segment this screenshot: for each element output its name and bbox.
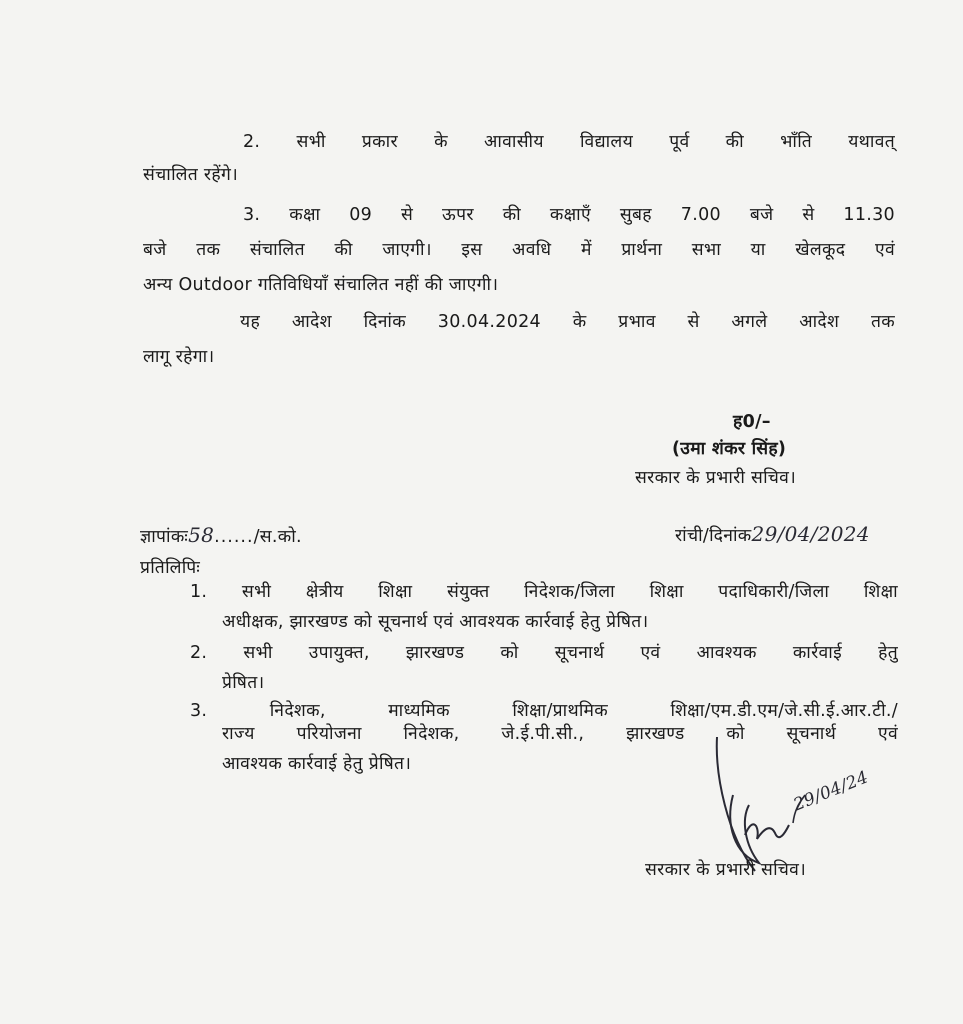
memo-date-label: रांची/दिनांक xyxy=(675,526,752,546)
memo-number-dots: ...... xyxy=(214,527,254,547)
memo-number-suffix: /स.को. xyxy=(253,527,302,547)
signatory-designation: सरकार के प्रभारी सचिव। xyxy=(635,468,797,488)
effect-line2: लागू रहेगा। xyxy=(143,347,215,367)
copy-item3-line2: राज्य परियोजना निदेशक, जे.ई.पी.सी., झारखण्ड को सूचनार्थ एवं xyxy=(222,724,898,744)
signatory-name: (उमा शंकर सिंह) xyxy=(672,439,787,459)
para3-line1: 3. कक्षा 09 से ऊपर की कक्षाएँ सुबह 7.00 बजे से 11.30 xyxy=(243,205,895,225)
copy-to-heading: प्रतिलिपिः xyxy=(140,558,201,578)
para3-line2: बजे तक संचालित की जाएगी। इस अवधि में प्रार्थना सभा या खेलकूद एवं xyxy=(143,240,895,260)
copy-item2-line1: 2. सभी उपायुक्त, झारखण्ड को सूचनार्थ एवं आवश्यक कार्रवाई हेतु xyxy=(190,643,898,663)
signature-date: 29/04/24 xyxy=(790,767,872,816)
memo-place-date xyxy=(675,522,870,548)
para2-line2: संचालित रहेंगे। xyxy=(143,165,239,185)
copy-item1-line1: 1. सभी क्षेत्रीय शिक्षा संयुक्त निदेशक/जिला शिक्षा पदाधिकारी/जिला शिक्षा xyxy=(190,582,898,602)
memo-number xyxy=(140,523,302,549)
copy-item1-line2: अधीक्षक, झारखण्ड को सूचनार्थ एवं आवश्यक कार्रवाई हेतु प्रेषित। xyxy=(222,612,649,632)
para3-line3: अन्य Outdoor गतिविधियाँ संचालित नहीं की जाएगी। xyxy=(143,275,499,295)
copy-item2-line2: प्रेषित। xyxy=(222,673,265,693)
copy-item3-line3: आवश्यक कार्रवाई हेतु प्रेषित। xyxy=(222,754,412,774)
memo-number-value: 58 xyxy=(188,523,215,547)
effect-line1: यह आदेश दिनांक 30.04.2024 के प्रभाव से अगले आदेश तक xyxy=(240,312,895,332)
copy-item3-line1: 3. निदेशक, माध्यमिक शिक्षा/प्राथमिक शिक्षा/एम.डी.एम/जे.सी.ई.आर.टी./ xyxy=(190,701,898,721)
para2-line1: 2. सभी प्रकार के आवासीय विद्यालय पूर्व की भाँति यथावत् xyxy=(243,132,895,152)
signed-mark: ह0/– xyxy=(733,412,771,432)
memo-date-value: 29/04/2024 xyxy=(751,522,870,546)
final-designation: सरकार के प्रभारी सचिव। xyxy=(645,860,807,880)
memo-number-label: ज्ञापांकः xyxy=(140,527,189,547)
